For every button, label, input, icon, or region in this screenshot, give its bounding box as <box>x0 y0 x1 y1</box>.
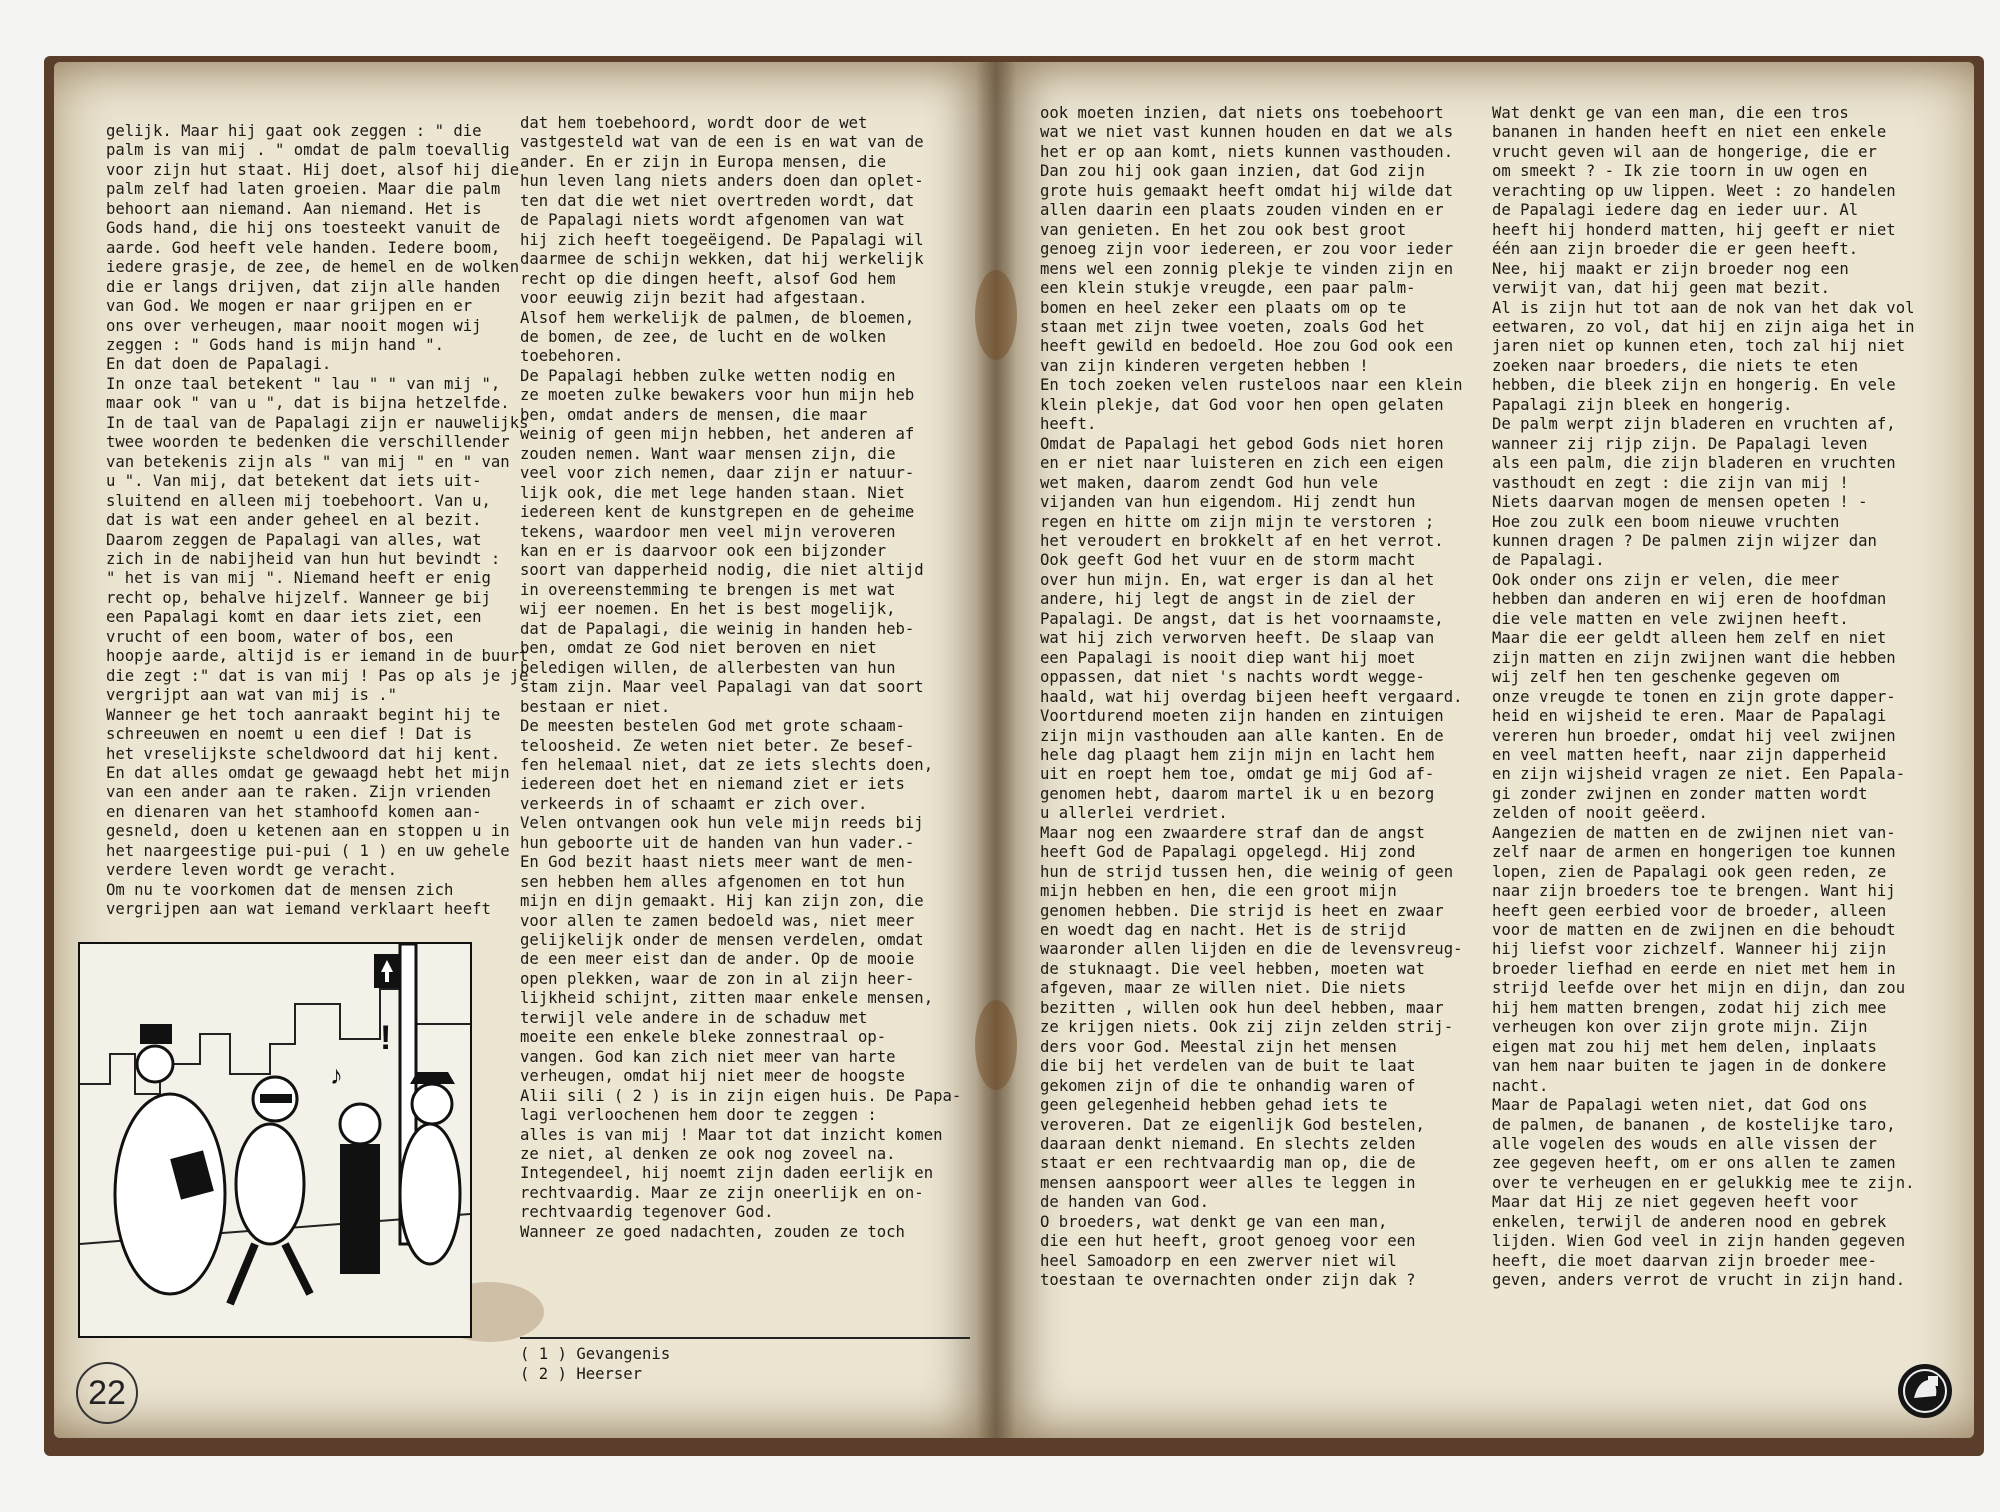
cartoon-illustration <box>78 942 472 1338</box>
right-page <box>996 62 1974 1438</box>
svg-text:!: ! <box>380 1019 392 1057</box>
right-column-1-text: ook moeten inzien, dat niets ons toebehoort wat we niet vast kunnen houden en dat we als het er op aan komt, niets kunnen vasthouden. Dan zou hij ook gaan inzien, dat God zijn grote huis gemaakt heeft omdat hij wilde dat allen daarin een plaats zouden vinden en er van genieten. En het zou ook best groot genoeg zijn voor iedereen, er zou voor ieder mens wel een zonnig plekje te vinden zijn en een klein stukje vreugde, een paar palm- bomen en heel zeker een plaats om op te staan met zijn twee voeten, zoals God het heeft gewild en bedoeld. Hoe zou God ook een van zijn kinderen vergeten hebben ! En toch zoeken velen rusteloos naar een klein klein plekje, dat God voor hen open gelaten heeft. Omdat de Papalagi het gebod Gods niet horen en er niet naar luisteren en zich een eigen wet maken, daarom zendt God hun vele vijanden van hun eigendom. Hij zendt hun regen en hitte om zijn mijn te verstoren ; het veroudert en brokkelt af en het verrot. Ook geeft God het vuur en de storm macht over hun mijn. En, wat erger is dan al het andere, hij legt de angst in de ziel der Papalagi. De angst, dat is het voornaamste, wat hij zich verworven heeft. De slaap van een Papalagi is nooit diep want hij moet oppassen, dat niet 's nachts wordt wegge- haald, wat hij overdag bijeen heeft vergaard. Voortdurend moeten zijn handen en zintuigen zijn mijn vasthouden aan alle kanten. En de hele dag plaagt hem zijn mijn en lacht hem uit en roept hem toe, omdat ge mij God af- genomen hebt, daarom martel ik u en bezorg u allerlei verdriet. Maar nog een zwaardere straf dan de angst heeft God de Papalagi opgelegd. Hij zond hun de strijd tussen hen, die weinig of geen mijn hebben en hen, die een groot mijn genomen hebben. Die strijd is heet en zwaar en woedt dag en nacht. Het is de strijd waaronder allen lijden en die de levensvreug- de stuknaagt. Die veel hebben, moeten wat afgeven, maar ze willen niet. Die niets bezitten , willen ook hun deel hebben, maar ze krijgen niets. Ook zij zijn zelden strij- ders voor God. Meestal zijn het mensen die bij het verdelen van de buit te laat gekomen zijn of die te onhandig waren of geen gelegenheid hebben gehad iets te veroveren. Dat ze eigenlijk God bestelen, daaraan denkt niemand. En slechts zelden staat er een rechtvaardig man op, die de mensen aanspoort weer alles te leggen in de handen van God. O broeders, wat denkt ge van een man, die een hut heeft, groot genoeg voor een heel Samoadorp en een zwerver niet wil toestaan te overnachten onder zijn dak ? <box>1040 104 1463 1290</box>
publisher-logo-icon <box>1898 1364 1952 1418</box>
left-page <box>54 62 996 1438</box>
binding-staple-stain-bottom <box>975 1000 1017 1090</box>
right-column-2-text: Wat denkt ge van een man, die een tros bananen in handen heeft en niet een enkele vrucht geven wil aan de hongerige, die er om smeekt ? - Ik zie toorn in uw ogen en verachting op uw lippen. Weet : zo handelen de Papalagi iedere dag en ieder uur. Al heeft hij honderd matten, hij geeft er niet één aan zijn broeder die er geen heeft. Nee, hij maakt er zijn broeder nog een verwijt van, dat hij geen mat bezit. Al is zijn hut tot aan de nok van het dak vol eetwaren, zo vol, dat hij en zijn aiga het in jaren niet op kunnen eten, toch zal hij niet zoeken naar broeders, die niets te eten hebben, die bleek zijn en hongerig. En vele Papalagi zijn bleek en hongerig. De palm werpt zijn bladeren en vruchten af, wanneer zij rijp zijn. De Papalagi leven als een palm, die zijn bladeren en vruchten vasthoudt en zegt : die zijn van mij ! Niets daarvan mogen de mensen opeten ! - Hoe zou zulk een boom nieuwe vruchten kunnen dragen ? De palmen zijn wijzer dan de Papalagi. Ook onder ons zijn er velen, die meer hebben dan anderen en wij eren de hoofdman die vele matten en vele zwijnen heeft. Maar die eer geldt alleen hem zelf en niet zijn matten en zijn zwijnen want die hebben wij zelf hen ten geschenke gegeven om onze vreugde te tonen en zijn grote dapper- heid en wijsheid te eren. Maar de Papalagi vereren hun broeder, omdat hij veel zwijnen en veel matten heeft, naar zijn dapperheid en zijn wijsheid vragen ze niet. Een Papala- gi zonder zwijnen en zonder matten wordt zelden of nooit geëerd. Aangezien de matten en de zwijnen niet van- zelf naar de armen en hongerigen toe kunnen lopen, zien de Papalagi ook geen reden, ze naar zijn broeders toe te brengen. Want hij heeft geen eerbied voor de broeder, alleen voor de matten en de zwijnen en die behoudt hij liefst voor zichzelf. Wanneer hij zijn broeder liefhad en eerde en niet met hem in strijd leefde over het mijn en dijn, dan zou hij hem matten brengen, zodat hij zich mee verheugen kon over zijn grote mijn. Zijn eigen mat zou hij met hem delen, inplaats van hem naar buiten te jagen in de donkere nacht. Maar de Papalagi weten niet, dat God ons de palmen, de bananen , de kostelijke taro, alle vogelen des wouds en alle vissen der zee gegeven heeft, om er ons allen te zamen over te verheugen en er gelukkig mee te zijn. Maar dat Hij ze niet gegeven heeft voor enkelen, terwijl de anderen nood en gebrek lijden. Wien God veel in zijn handen gegeven heeft, die moet daarvan zijn broeder mee- geven, anders verrot de vrucht in zijn hand. <box>1492 104 1915 1290</box>
footnotes <box>520 1337 970 1384</box>
svg-text:♪: ♪ <box>330 1060 343 1090</box>
binding-staple-stain-top <box>975 270 1017 360</box>
middle-column-text: dat hem toebehoord, wordt door de wet vastgesteld wat van de een is en wat van de ander. En er zijn in Europa mensen, die hun leven lang niets anders doen dan oplet- ten dat die wet niet overtreden wordt, dat de Papalagi niets wordt afgenomen van wat hij zich heeft toegeëigend. De Papalagi wil daarmee de schijn wekken, dat hij werkelijk recht op die dingen heeft, alsof God hem voor eeuwig zijn bezit had afgestaan. Alsof hem werkelijk de palmen, de bloemen, de bomen, de zee, de lucht en de wolken toebehoren. De Papalagi hebben zulke wetten nodig en ze moeten zulke bewakers voor hun mijn heb ben, omdat anders de mensen, die maar weinig of geen mijn hebben, het anderen af zouden nemen. Want waar mensen zijn, die veel voor zich nemen, daar zijn er natuur- lijk ook, die met lege handen staan. Niet iedereen kent de kunstgrepen en de geheime tekens, waardoor men veel mijn veroveren kan en er is daarvoor ook een bijzonder soort van dapperheid nodig, die niet altijd in overeenstemming te brengen is met wat wij eer noemen. En het is best mogelijk, dat de Papalagi, die weinig in handen heb- ben, omdat ze God niet beroven en niet beledigen willen, de allerbesten van hun stam zijn. Maar veel Papalagi van dat soort bestaan er niet. De meesten bestelen God met grote schaam- teloosheid. Ze weten niet beter. Ze besef- fen helemaal niet, dat ze iets slechts doen, iedereen doet het en niemand ziet er iets verkeerds in of schaamt er zich over. Velen ontvangen ook hun vele mijn reeds bij hun geboorte uit de handen van hun vader.- En God bezit haast niets meer want de men- sen hebben hem alles afgenomen en tot hun mijn en dijn gemaakt. Hij kan zijn zon, die voor allen te zamen bedoeld was, niet meer gelijkelijk onder de mensen verdelen, omdat de een meer eist dan de ander. Op de mooie open plekken, waar de zon in al zijn heer- lijkheid schijnt, zitten maar enkele mensen, terwijl vele andere in de schaduw met moeite een enkele bleke zonnestraal op- vangen. God kan zich niet meer van harte verheugen, omdat hij niet meer de hoogste Alii sili ( 2 ) is in zijn eigen huis. De Papa- lagi verloochenen hem door te zeggen : alles is van mij ! Maar tot dat inzicht komen ze niet, al denken ze ook nog zoveel na. Integendeel, hij noemt zijn daden eerlijk en rechtvaardig. Maar ze zijn oneerlijk en on- rechtvaardig tegenover God. Wanneer ze goed nadachten, zouden ze toch <box>520 114 962 1241</box>
left-column-text: gelijk. Maar hij gaat ook zeggen : " die palm is van mij . " omdat de palm toevallig voor zijn hut staat. Hij doet, alsof hij die palm zelf had laten groeien. Maar die palm behoort aan niemand. Aan niemand. Het is Gods hand, die hij ons toesteekt vanuit de aarde. God heeft vele handen. Iedere boom, iedere grasje, de zee, de hemel en de wolken die er langs drijven, dat zijn alle handen van God. We mogen er naar grijpen en er ons over verheugen, maar nooit mogen wij zeggen : " Gods hand is mijn hand ". En dat doen de Papalagi. In onze taal betekent " lau " " van mij ", maar ook " van u ", dat is bijna hetzelfde. In de taal van de Papalagi zijn er nauwelijks twee woorden te bedenken die verschillender van betekenis zijn als " van mij " en " van u ". Van mij, dat betekent dat iets uit- sluitend en alleen mij toebehoort. Van u, dat is wat een ander geheel en al bezit. Daarom zeggen de Papalagi van alles, wat zich in de nabijheid van hun hut bevindt : " het is van mij ". Niemand heeft er enig recht op, behalve hijzelf. Wanneer ge bij een Papalagi komt en daar iets ziet, een vrucht of een boom, water of bos, een hoopje aarde, altijd is er iemand in de buurt die zegt :" dat is van mij ! Pas op als je je vergrijpt aan wat van mij is ." Wanneer ge het toch aanraakt begint hij te schreeuwen en noemt u een dief ! Dat is het vreselijkste scheldwoord dat hij kent. En dat alles omdat ge gewaagd hebt het mijn van een ander aan te raken. Zijn vrienden en dienaren van het stamhoofd komen aan- gesneld, doen u ketenen aan en stoppen u in het naargeestige pui-pui ( 1 ) en uw gehele verdere leven wordt ge veracht. Om nu te voorkomen dat de mensen zich vergrijpen aan wat iemand verklaart heeft <box>106 122 529 919</box>
footnote-1: ( 1 ) Gevangenis <box>520 1345 671 1363</box>
spine-shadow <box>976 62 1016 1438</box>
footnote-2: ( 2 ) Heerser <box>520 1364 643 1383</box>
page-number: 22 <box>76 1362 138 1424</box>
